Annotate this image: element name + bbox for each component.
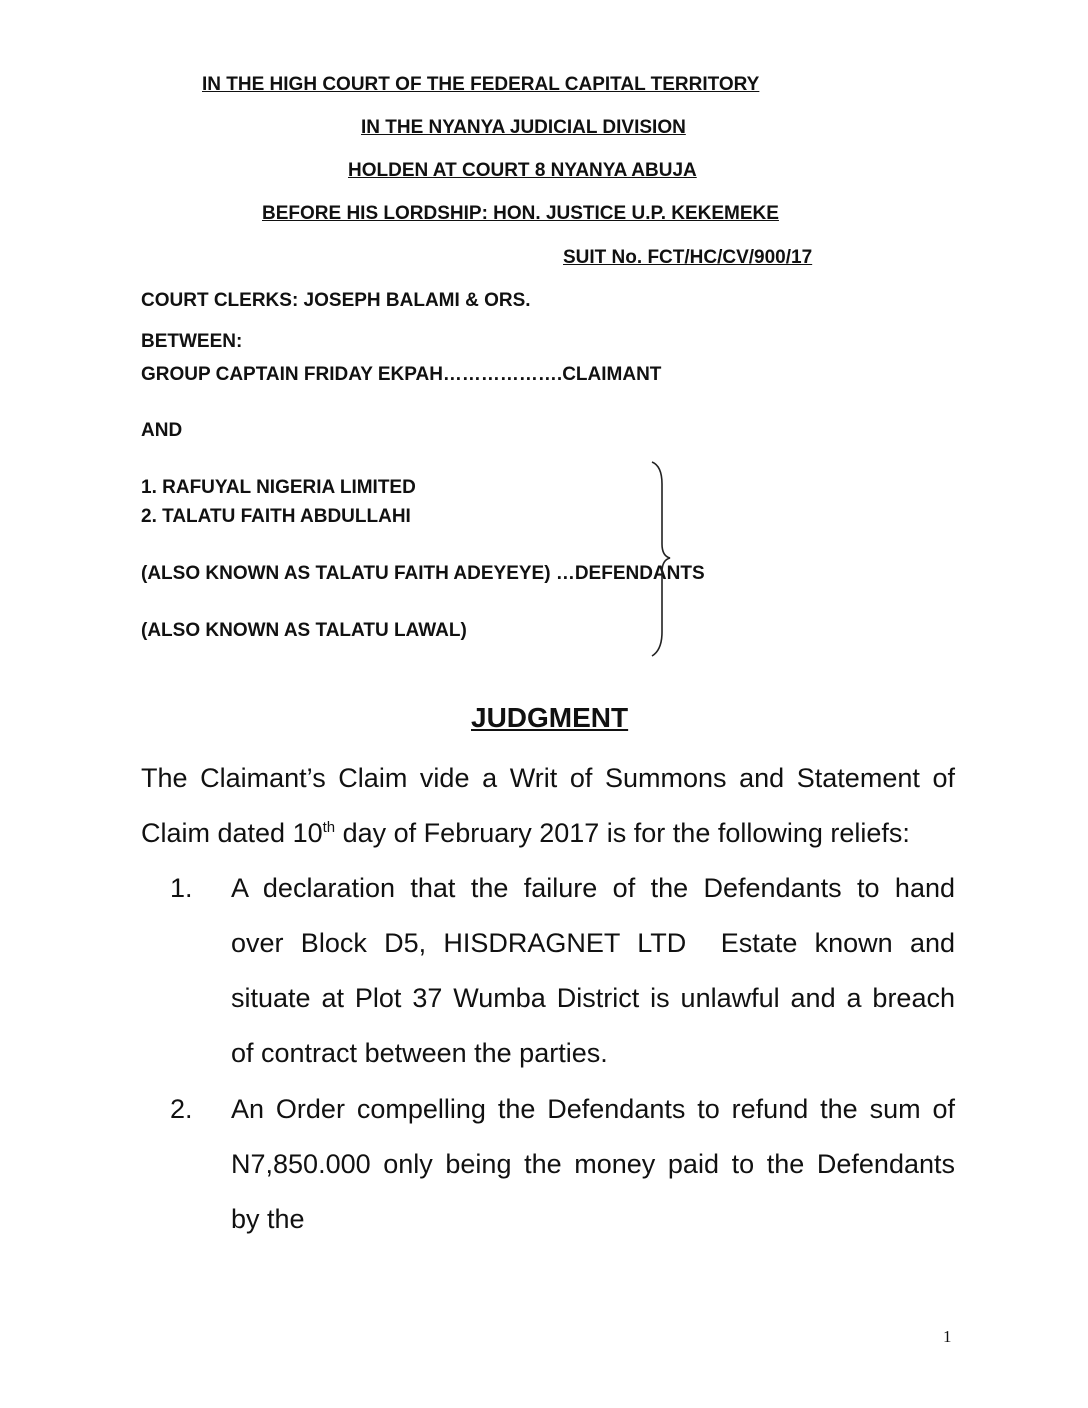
defendant-1: 1. RAFUYAL NIGERIA LIMITED [141,477,416,498]
court-clerks: COURT CLERKS: JOSEPH BALAMI & ORS. [141,290,531,311]
intro-line-2 [141,806,955,861]
presiding-judge: BEFORE HIS LORDSHIP: HON. JUSTICE U.P. KEKEMEKE [262,203,779,224]
relief-1-line-1: A declaration that the failure of the Defendants to hand [231,873,955,903]
intro-text-a: Claim dated 10 [141,818,323,848]
intro-text-b: day of February 2017 is for the following reliefs: [335,818,910,848]
defendants-brace [640,458,680,662]
judgment-title: JUDGMENT [471,702,629,733]
suit-number: SUIT No. FCT/HC/CV/900/17 [563,247,813,268]
relief-1-line-2: over Block D5, HISDRAGNET LTD Estate known and [231,928,955,958]
relief-2-line-2: N7,850.000 only being the money paid to the Defendants [231,1149,955,1179]
relief-2-line-1: An Order compelling the Defendants to refund the sum of [231,1094,955,1124]
ordinal-suffix: th [322,819,336,836]
and-label: AND [141,420,183,441]
defendant-alias-1: (ALSO KNOWN AS TALATU FAITH ADEYEYE) …DEFENDANTS [141,563,705,584]
intro-line-1: The Claimant’s Claim vide a Writ of Summons and Statement of [141,763,955,793]
relief-2-number: 2. [170,1094,193,1124]
page-number: 1 [943,1327,952,1346]
judicial-division: IN THE NYANYA JUDICIAL DIVISION [361,117,686,138]
relief-2-line-3: by the [231,1204,305,1234]
relief-1-line-4: of contract between the parties. [231,1038,608,1068]
claimant-line: GROUP CAPTAIN FRIDAY EKPAH……………….CLAIMANT [141,364,662,385]
defendant-2: 2. TALATU FAITH ABDULLAHI [141,506,411,527]
relief-1-number: 1. [170,873,193,903]
defendant-alias-2: (ALSO KNOWN AS TALATU LAWAL) [141,620,467,641]
court-location: HOLDEN AT COURT 8 NYANYA ABUJA [348,160,697,181]
relief-1-line-3: situate at Plot 37 Wumba District is unlawful and a breach [231,983,955,1013]
court-title: IN THE HIGH COURT OF THE FEDERAL CAPITAL TERRITORY [202,74,760,95]
between-label: BETWEEN: [141,331,243,352]
